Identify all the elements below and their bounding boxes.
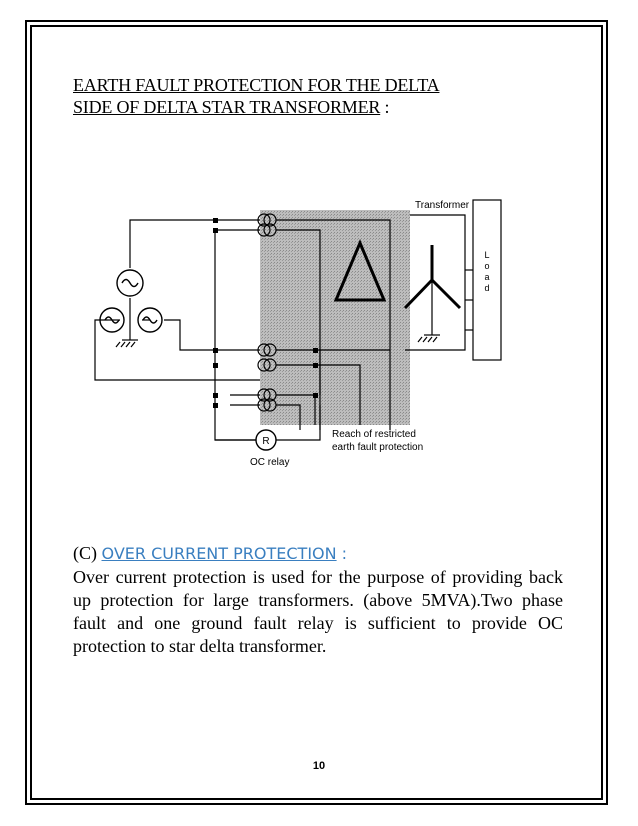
transformer-outline [405, 215, 473, 350]
relay-symbol: R [262, 436, 270, 447]
section-title: OVER CURRENT PROTECTION [101, 544, 337, 563]
heading-line-1: EARTH FAULT PROTECTION FOR THE DELTA [73, 75, 440, 95]
earth-fault-protection-diagram [70, 190, 510, 480]
ac-source-top-icon [117, 270, 143, 296]
transformer-label: Transformer [415, 200, 470, 211]
section-colon: : [336, 544, 348, 563]
section-heading [73, 542, 347, 565]
ac-source-right-icon [138, 308, 162, 332]
load-label [484, 250, 489, 293]
heading-suffix: : [380, 97, 390, 117]
reach-label-line1: Reach of restricted [332, 429, 416, 440]
page-number: 10 [312, 760, 326, 772]
page-heading [73, 74, 553, 118]
oc-relay-label: OC relay [250, 457, 290, 468]
body-paragraph: Over current protection is used for the purpose of providing back up protection for large transformers. (above 5MVA).Two phase fault and one ground fault relay is sufficient to provide OC protection to star delta transformer. [73, 567, 563, 656]
svg-text:o: o [484, 261, 490, 271]
section-number: (C) [73, 543, 97, 563]
svg-text:L: L [484, 250, 490, 260]
svg-text:a: a [484, 272, 490, 282]
svg-text:d: d [484, 283, 490, 293]
restricted-zone-shading [260, 210, 410, 425]
heading-line-2: SIDE OF DELTA STAR TRANSFORMER [73, 97, 381, 117]
reach-label-line2: earth fault protection [332, 442, 424, 453]
